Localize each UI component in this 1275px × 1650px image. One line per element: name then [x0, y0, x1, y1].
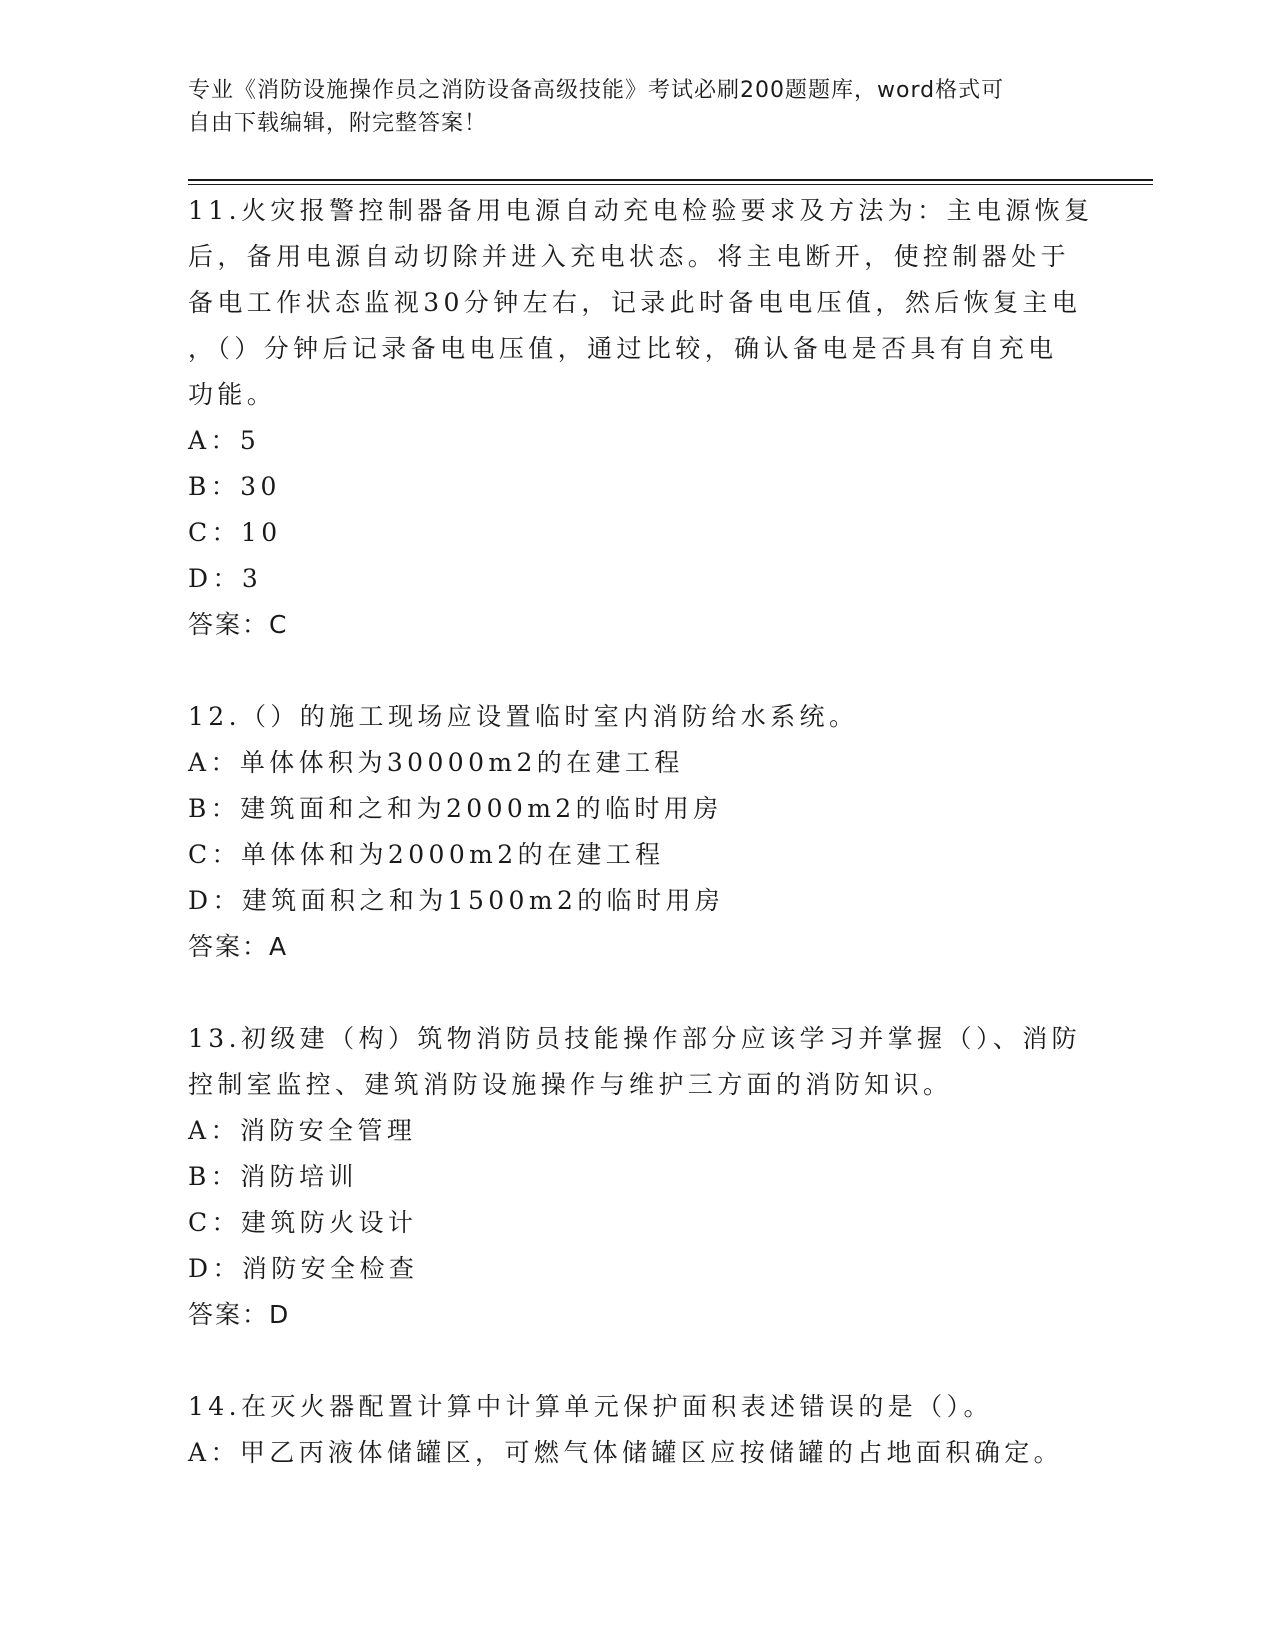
option-b: B：30: [188, 472, 281, 501]
question-14: [188, 1384, 1078, 1476]
question-13: [188, 1016, 1082, 1338]
question-11: [188, 188, 1094, 648]
question-12: [188, 694, 1078, 970]
question-spacer: [188, 648, 1078, 694]
option-c: C：建筑防火设计: [188, 1208, 418, 1237]
option-b: B：建筑面和之和为2000m2的临时用房: [188, 794, 723, 823]
answer-label: 答案：A: [188, 932, 289, 961]
answer-label: 答案：D: [188, 1300, 291, 1329]
question-stem-line: 功能。: [188, 380, 277, 409]
question-spacer: [188, 970, 1078, 1016]
option-d: D：3: [188, 564, 263, 593]
answer-label: 答案：C: [188, 610, 289, 639]
question-stem-line: ，（）分钟后记录备电电压值，通过比较，确认备电是否具有自充电: [188, 334, 1058, 363]
option-c: C：10: [188, 518, 282, 547]
question-stem-line: 控制室监控、建筑消防设施操作与维护三方面的消防知识。: [188, 1070, 953, 1099]
question-stem-line: 后，备用电源自动切除并进入充电状态。将主电断开，使控制器处于: [188, 242, 1071, 271]
option-c: C：单体体和为2000m2的在建工程: [188, 840, 665, 869]
option-a: A：单体体积为30000m2的在建工程: [188, 748, 684, 777]
option-b: B：消防培训: [188, 1162, 358, 1191]
option-a: A：甲乙丙液体储罐区，可燃气体储罐区应按储罐的占地面积确定。: [188, 1438, 1064, 1467]
header-line-2: 自由下载编辑，附完整答案！: [188, 111, 488, 136]
question-stem-line: 13.初级建（构）筑物消防员技能操作部分应该学习并掌握（）、消防: [188, 1024, 1082, 1053]
question-spacer: [188, 1338, 1078, 1384]
option-d: D：消防安全检查: [188, 1254, 419, 1283]
header-divider-thick: [188, 179, 1153, 181]
question-stem-line: 11.火灾报警控制器备用电源自动充电检验要求及方法为：主电源恢复: [188, 196, 1094, 225]
option-a: A：消防安全管理: [188, 1116, 417, 1145]
option-d: D：建筑面积之和为1500m2的临时用房: [188, 886, 725, 915]
header-divider-thin: [188, 184, 1153, 185]
question-stem-line: 12.（）的施工现场应设置临时室内消防给水系统。: [188, 702, 859, 731]
document-header: [188, 74, 1068, 140]
option-a: A：5: [188, 426, 261, 455]
header-line-1: 专业《消防设施操作员之消防设备高级技能》考试必刷200题题库，word格式可: [188, 78, 1005, 103]
question-stem-line: 14.在灭火器配置计算中计算单元保护面积表述错误的是（）。: [188, 1392, 993, 1421]
question-list: [188, 188, 1094, 1476]
question-stem-line: 备电工作状态监视30分钟左右，记录此时备电电压值，然后恢复主电: [188, 288, 1082, 317]
